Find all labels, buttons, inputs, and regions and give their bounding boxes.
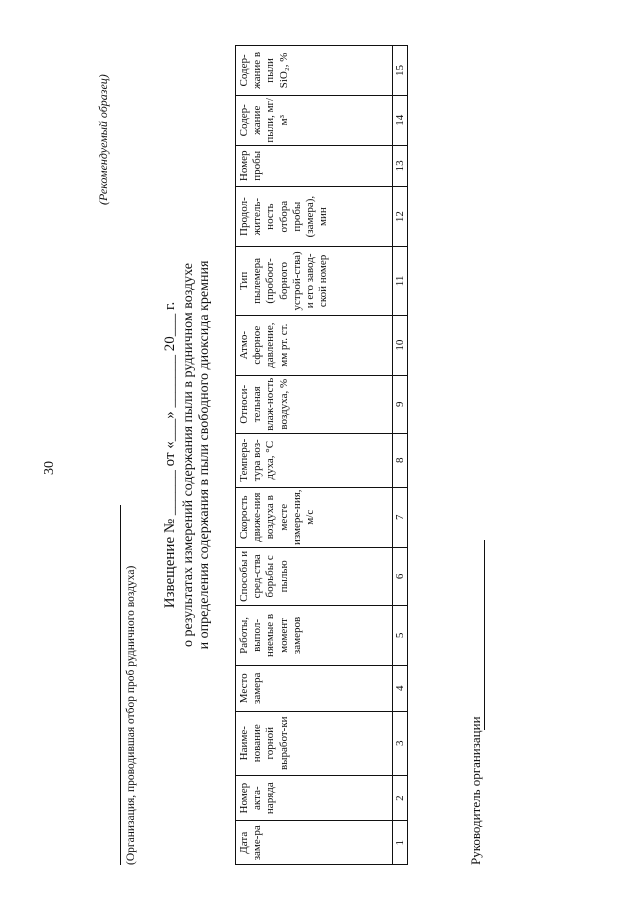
header-cell: Номер акта-наряда <box>236 775 393 821</box>
header-cell: Скорость движе-ния воздуха в месте измере-ния, м/с <box>236 487 393 547</box>
header-cell: Номер пробы <box>236 145 393 186</box>
column-number: 4 <box>393 665 408 711</box>
column-number: 10 <box>393 315 408 375</box>
organization-caption: (Организация, проводившая отбор проб рудничного воздуха) <box>125 565 137 865</box>
column-number: 14 <box>393 95 408 145</box>
director-signature-line <box>484 540 485 730</box>
column-number: 2 <box>393 775 408 821</box>
header-cell: Темпера-тура воз-духа, °С <box>236 433 393 487</box>
column-number: 5 <box>393 605 408 665</box>
header-cell: Относи-тельная влаж-ность воздуха, % <box>236 375 393 433</box>
organization-underline <box>120 505 121 865</box>
notice-title-line-1: Извещение № ______ от «___» _______ 20___ г. <box>162 301 178 609</box>
header-cell: Содер-жание пыли, мг/м³ <box>236 95 393 145</box>
header-cell: Продол-житель-ность отбора пробы (замера), мин <box>236 187 393 247</box>
notice-title-line-3: и определения содержания в пыли свободного диоксида кремния <box>197 260 212 650</box>
measurement-table <box>235 45 408 865</box>
column-number: 6 <box>393 547 408 605</box>
notice-title <box>162 155 213 755</box>
column-number: 12 <box>393 187 408 247</box>
header-cell: Тип пылемера (пробоот-борного устрой-ства) и его завод-ской номер <box>236 247 393 315</box>
header-cell: Работы, выпол-няемые в момент замеров <box>236 605 393 665</box>
page-number: 30 <box>42 461 57 475</box>
column-number-row <box>393 46 408 865</box>
column-number: 13 <box>393 145 408 186</box>
column-number: 7 <box>393 487 408 547</box>
column-number: 9 <box>393 375 408 433</box>
column-number: 3 <box>393 711 408 775</box>
header-cell: Место замера <box>236 665 393 711</box>
column-number: 15 <box>393 46 408 96</box>
sample-note: (Рекомендуемый образец) <box>96 74 110 205</box>
header-row <box>236 46 393 865</box>
director-label: Руководитель организации <box>468 716 483 865</box>
column-number: 11 <box>393 247 408 315</box>
column-number: 8 <box>393 433 408 487</box>
column-number: 1 <box>393 821 408 865</box>
header-cell: Способы и сред-ства борьбы с пылью <box>236 547 393 605</box>
header-cell: Дата заме-ра <box>236 821 393 865</box>
header-cell: Атмо-сферное давление, мм рт. ст. <box>236 315 393 375</box>
notice-title-line-2: о результатах измерений содержания пыли в рудничном воздухе <box>181 263 196 647</box>
header-cell: Наиме-нование горной выработ-ки <box>236 711 393 775</box>
header-cell: Содер-жание в пыли SiO₂, % <box>236 46 393 96</box>
